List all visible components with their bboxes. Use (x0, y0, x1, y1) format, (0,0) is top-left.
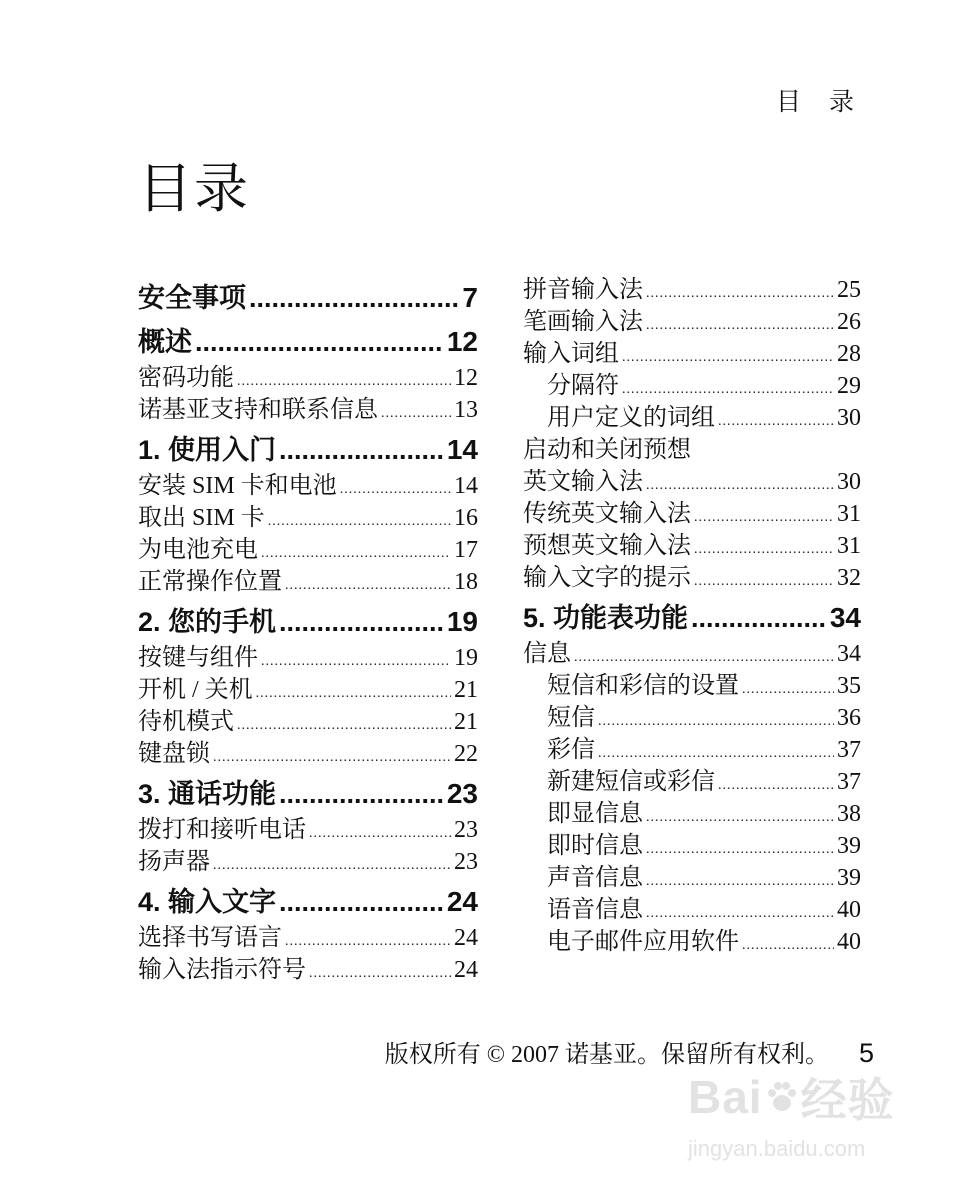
dot-leader (279, 430, 444, 470)
dot-leader (279, 602, 444, 642)
toc-entry[interactable] (523, 434, 861, 466)
toc-entry-label: 信息 (523, 641, 571, 667)
dot-leader (279, 882, 444, 922)
dot-leader (646, 866, 834, 894)
toc-chapter-entry[interactable] (138, 602, 478, 642)
toc-entry-label: 扬声器 (138, 849, 210, 875)
toc-page-number: 31 (837, 533, 861, 559)
toc-page-number: 39 (837, 865, 861, 891)
dot-leader (646, 310, 834, 338)
toc-entry[interactable] (138, 922, 478, 954)
toc-page-number: 38 (837, 801, 861, 827)
toc-page-number: 14 (446, 434, 478, 465)
toc-entry-label: 输入法指示符号 (138, 957, 306, 983)
toc-entry[interactable] (523, 498, 861, 530)
running-header: 目 录 (776, 87, 864, 116)
toc-entry[interactable] (138, 706, 478, 738)
dot-leader (574, 642, 834, 670)
toc-entry[interactable] (523, 530, 861, 562)
toc-entry-label: 用户定义的词组 (547, 405, 715, 431)
toc-entry[interactable] (138, 738, 478, 770)
toc-entry[interactable] (138, 674, 478, 706)
toc-page-number: 12 (446, 326, 478, 357)
toc-entry-label: 诺基亚支持和联系信息 (138, 397, 378, 423)
toc-page-number: 40 (837, 897, 861, 923)
toc-entry-label: 4. 输入文字 (138, 887, 277, 917)
dot-leader (598, 706, 834, 734)
toc-entry[interactable] (523, 466, 861, 498)
dot-leader (622, 342, 834, 370)
toc-entry-label: 预想英文输入法 (523, 533, 691, 559)
toc-entry[interactable] (523, 370, 861, 402)
toc-entry-label: 短信和彩信的设置 (547, 673, 739, 699)
toc-entry[interactable] (138, 642, 478, 674)
dot-leader (237, 710, 451, 738)
toc-chapter-entry[interactable] (138, 430, 478, 470)
dot-leader (598, 738, 834, 766)
toc-chapter-entry[interactable] (138, 278, 478, 318)
watermark-logo: Bai 经验 (688, 1071, 895, 1126)
toc-right-column (523, 274, 861, 958)
toc-page-number: 19 (454, 645, 478, 671)
toc-entry-label: 1. 使用入门 (138, 435, 277, 465)
toc-page-number: 37 (837, 769, 861, 795)
toc-page-number: 14 (454, 473, 478, 499)
toc-page-number: 25 (837, 277, 861, 303)
toc-entry-label: 彩信 (547, 737, 595, 763)
toc-entry-label: 3. 通话功能 (138, 779, 277, 809)
toc-page-number: 30 (837, 405, 861, 431)
dot-leader (622, 374, 834, 402)
dot-leader (261, 538, 451, 566)
toc-page-number: 34 (829, 602, 861, 633)
toc-entry[interactable] (523, 338, 861, 370)
toc-page-number: 17 (454, 537, 478, 563)
toc-entry[interactable] (138, 846, 478, 878)
toc-entry-label: 新建短信或彩信 (547, 769, 715, 795)
toc-page-number: 13 (454, 397, 478, 423)
toc-page-number: 24 (454, 925, 478, 951)
dot-leader (742, 930, 834, 958)
dot-leader (694, 566, 834, 594)
dot-leader (261, 646, 451, 674)
toc-entry[interactable] (523, 766, 861, 798)
toc-chapter-entry[interactable] (138, 322, 478, 362)
toc-entry-label: 语音信息 (547, 897, 643, 923)
toc-chapter-entry[interactable] (138, 774, 478, 814)
dot-leader (691, 598, 827, 638)
toc-entry-label: 2. 您的手机 (138, 607, 277, 637)
toc-entry[interactable] (523, 926, 861, 958)
dot-leader (646, 898, 834, 926)
toc-entry[interactable] (523, 862, 861, 894)
toc-page-number: 40 (837, 929, 861, 955)
page-title: 目录 (138, 157, 250, 220)
toc-entry[interactable] (523, 734, 861, 766)
toc-entry-label: 开机 / 关机 (138, 677, 253, 703)
toc-page-number: 30 (837, 469, 861, 495)
dot-leader (646, 278, 834, 306)
toc-entry-label: 输入文字的提示 (523, 565, 691, 591)
toc-page-number: 23 (454, 817, 478, 843)
dot-leader (309, 958, 451, 986)
toc-page-number: 18 (454, 569, 478, 595)
toc-entry[interactable] (523, 274, 861, 306)
toc-entry[interactable] (523, 702, 861, 734)
baidu-watermark (688, 1064, 918, 1174)
toc-entry-label: 短信 (547, 705, 595, 731)
toc-entry[interactable] (138, 534, 478, 566)
page-number: 5 (858, 1038, 874, 1068)
toc-page-number: 23 (446, 778, 478, 809)
toc-entry-label: 声音信息 (547, 865, 643, 891)
toc-entry-label: 取出 SIM 卡 (138, 505, 265, 531)
toc-page-number: 26 (837, 309, 861, 335)
toc-entry[interactable] (523, 670, 861, 702)
toc-page-number: 24 (454, 957, 478, 983)
dot-leader (285, 926, 451, 954)
toc-page-number: 32 (837, 565, 861, 591)
toc-entry[interactable] (523, 830, 861, 862)
toc-entry[interactable] (138, 470, 478, 502)
toc-entry-label: 分隔符 (547, 373, 619, 399)
dot-leader (285, 570, 451, 598)
toc-entry-label: 5. 功能表功能 (523, 603, 689, 633)
dot-leader (646, 470, 834, 498)
toc-entry-label: 待机模式 (138, 709, 234, 735)
toc-page-number: 12 (454, 365, 478, 391)
toc-page-number: 24 (446, 886, 478, 917)
toc-page-number: 21 (454, 677, 478, 703)
dot-leader (195, 322, 444, 362)
toc-chapter-entry[interactable] (138, 882, 478, 922)
toc-entry-label: 概述 (138, 327, 192, 357)
dot-leader (646, 834, 834, 862)
dot-leader (381, 398, 451, 426)
toc-entry[interactable] (138, 954, 478, 986)
dot-leader (309, 818, 451, 846)
toc-entry-label: 正常操作位置 (138, 569, 282, 595)
dot-leader (237, 366, 451, 394)
dot-leader (279, 774, 444, 814)
toc-entry-label: 拼音输入法 (523, 277, 643, 303)
toc-page-number: 39 (837, 833, 861, 859)
dot-leader (213, 742, 451, 770)
toc-entry-label: 键盘锁 (138, 741, 210, 767)
toc-entry-label: 输入词组 (523, 341, 619, 367)
toc-entry[interactable] (523, 402, 861, 434)
paw-icon (765, 1080, 799, 1114)
toc-page-number: 7 (462, 282, 478, 313)
toc-entry-label: 选择书写语言 (138, 925, 282, 951)
toc-entry-label: 即显信息 (547, 801, 643, 827)
toc-entry[interactable] (523, 306, 861, 338)
toc-left-column (138, 274, 478, 986)
toc-entry-label: 按键与组件 (138, 645, 258, 671)
dot-leader (256, 678, 451, 706)
toc-entry-label: 即时信息 (547, 833, 643, 859)
toc-entry-label: 拨打和接听电话 (138, 817, 306, 843)
toc-entry[interactable] (138, 502, 478, 534)
toc-page-number: 21 (454, 709, 478, 735)
toc-page-number: 31 (837, 501, 861, 527)
toc-entry[interactable] (523, 562, 861, 594)
toc-entry[interactable] (523, 894, 861, 926)
toc-entry-label: 传统英文输入法 (523, 501, 691, 527)
toc-page-number: 36 (837, 705, 861, 731)
dot-leader (694, 534, 834, 562)
toc-page-number: 22 (454, 741, 478, 767)
dot-leader (249, 278, 459, 318)
toc-entry[interactable] (523, 638, 861, 670)
toc-page-number: 34 (837, 641, 861, 667)
watermark-url: jingyan.baidu.com (688, 1136, 866, 1161)
toc-entry[interactable] (138, 566, 478, 598)
toc-entry[interactable] (523, 798, 861, 830)
toc-page-number: 23 (454, 849, 478, 875)
toc-entry-label: 为电池充电 (138, 537, 258, 563)
toc-entry-label: 密码功能 (138, 365, 234, 391)
toc-chapter-entry[interactable] (523, 598, 861, 638)
toc-entry-label: 英文输入法 (523, 469, 643, 495)
toc-page-number: 28 (837, 341, 861, 367)
toc-entry[interactable] (138, 394, 478, 426)
copyright-notice: 版权所有 © 2007 诺基亚。保留所有权利。 (384, 1042, 829, 1068)
toc-entry-label: 电子邮件应用软件 (547, 929, 739, 955)
dot-leader (268, 506, 451, 534)
toc-page-number: 19 (446, 606, 478, 637)
toc-entry-label: 笔画输入法 (523, 309, 643, 335)
toc-page-number: 16 (454, 505, 478, 531)
toc-entry-label: 安装 SIM 卡和电池 (138, 473, 337, 499)
toc-entry-label: 启动和关闭预想 (523, 437, 691, 463)
dot-leader (694, 502, 834, 530)
toc-page-number: 29 (837, 373, 861, 399)
dot-leader (718, 406, 834, 434)
dot-leader (646, 802, 834, 830)
dot-leader (340, 474, 451, 502)
toc-page-number: 35 (837, 673, 861, 699)
toc-page-number: 37 (837, 737, 861, 763)
toc-entry-label: 安全事项 (138, 283, 246, 313)
dot-leader (718, 770, 834, 798)
toc-entry[interactable] (138, 362, 478, 394)
dot-leader (742, 674, 834, 702)
toc-entry[interactable] (138, 814, 478, 846)
dot-leader (213, 850, 451, 878)
